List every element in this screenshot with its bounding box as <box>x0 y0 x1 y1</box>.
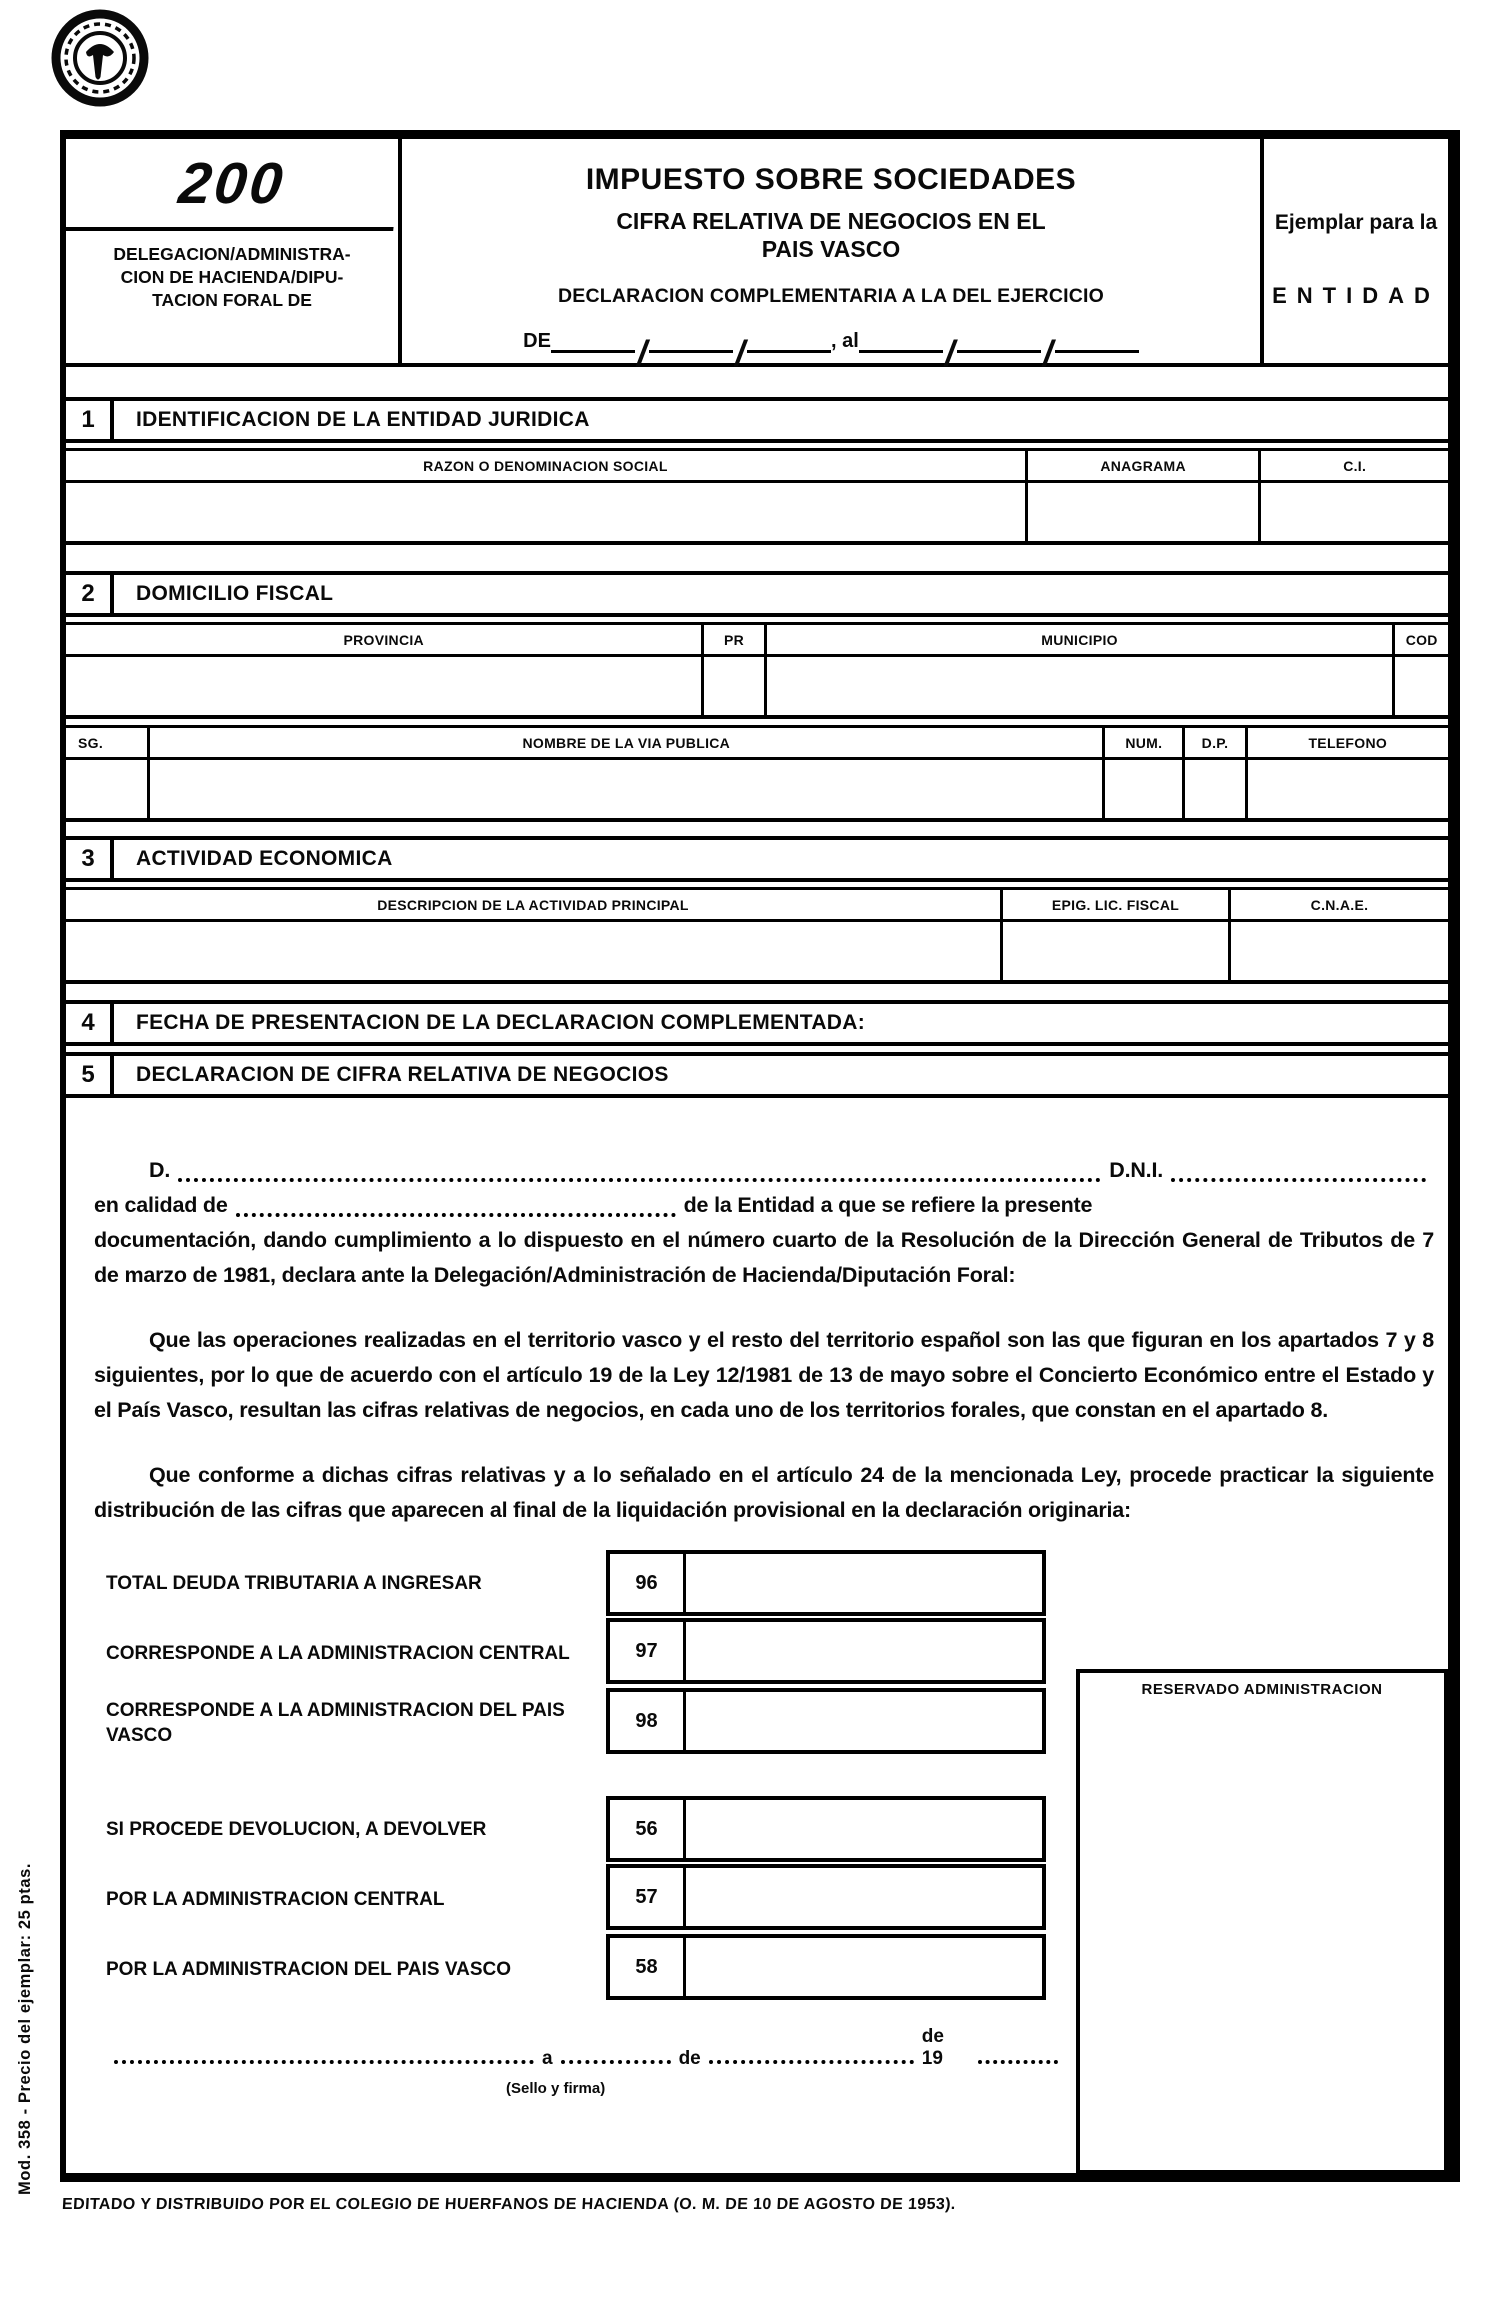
amount-box <box>606 1550 1046 1616</box>
section-4-title: FECHA DE PRESENTACION DE LA DECLARACION COMPLEMENTADA: <box>136 1011 866 1034</box>
code-cell: 98 <box>610 1692 686 1750</box>
year-field <box>978 2060 1058 2064</box>
date-slash: / <box>734 333 745 374</box>
declarant-name-line <box>149 1153 1434 1188</box>
date-slash: / <box>944 333 955 374</box>
section-2-bar <box>66 571 1448 617</box>
amount-box <box>606 1688 1046 1754</box>
subtitle-line-2: PAIS VASCO <box>761 236 901 262</box>
paragraph-1-continuation: documentación, dando cumplimiento a lo dispuesto en el número cuarto de la Resolución de la Dirección General de Tributos de 7 de marzo de 1981, declara ante la Delegación/Administración de Hacienda/Diputación Foral: <box>94 1228 1434 1287</box>
section-1-bar <box>66 397 1448 443</box>
footer-editor-note: EDITADO Y DISTRIBUIDO POR EL COLEGIO DE HUERFANOS DE HACIENDA (O. M. DE 10 DE AGOSTO DE 1953). <box>61 2196 957 2213</box>
row-label: POR LA ADMINISTRACION CENTRAL <box>106 1888 445 1910</box>
declaration-text-block <box>66 1098 1448 1528</box>
pr-field <box>704 657 766 715</box>
telefono-header: TELEFONO <box>1308 734 1388 751</box>
month-field <box>709 2060 914 2064</box>
code-cell: 97 <box>610 1622 686 1680</box>
header-left-box <box>66 139 402 363</box>
copy-for-box <box>1260 139 1448 363</box>
epigrafe-header: EPIG. LIC. FISCAL <box>1003 890 1231 919</box>
admin-central-row <box>106 1618 1050 1688</box>
num-header: NUM. <box>1105 728 1185 757</box>
calidad-rest-text: de la Entidad a que se refiere la presente <box>683 1193 1093 1217</box>
ci-header: C.I. <box>1343 457 1367 474</box>
domicilio-table-row2 <box>66 725 1448 822</box>
ci-field <box>1261 483 1448 541</box>
table-input-row <box>66 483 1448 541</box>
epigrafe-field <box>1003 922 1231 980</box>
delegation-line-2: CION DE HACIENDA/DIPU- <box>120 267 344 287</box>
row-label: TOTAL DEUDA TRIBUTARIA A INGRESAR <box>106 1572 482 1594</box>
section-2-title: DOMICILIO FISCAL <box>136 582 334 605</box>
section-2-number: 2 <box>66 575 114 613</box>
form-subtitle <box>402 207 1260 263</box>
section-4-bar <box>66 1000 1448 1046</box>
code-cell: 96 <box>610 1554 686 1612</box>
section-1-number: 1 <box>66 401 114 439</box>
date-from-month-field <box>649 331 733 353</box>
amount-box <box>606 1796 1046 1862</box>
table-header-row <box>66 890 1448 922</box>
cnae-field <box>1231 922 1448 980</box>
table-input-row <box>66 922 1448 980</box>
delegation-line-1: DELEGACION/ADMINISTRA- <box>113 244 351 264</box>
declarant-name-field <box>178 1178 1101 1182</box>
amount-box <box>606 1864 1046 1930</box>
code-cell: 58 <box>610 1938 686 1996</box>
admin-pais-vasco-row <box>106 1688 1050 1758</box>
municipio-field <box>767 657 1396 715</box>
table-header-row <box>66 451 1448 483</box>
amount-box <box>606 1934 1046 2000</box>
devolucion-row <box>106 1794 1050 1864</box>
dni-label: D.N.I. <box>1109 1158 1163 1182</box>
signature-block <box>66 2026 1066 2097</box>
section-4-number: 4 <box>66 1004 114 1042</box>
token-de19: de 19 <box>921 2026 944 2069</box>
delegation-office-label <box>66 231 398 312</box>
row-label: CORRESPONDE A LA ADMINISTRACION CENTRAL <box>106 1642 570 1664</box>
section-3-bar <box>66 836 1448 882</box>
place-date-line <box>106 2026 1066 2070</box>
section-5-title: DECLARACION DE CIFRA RELATIVA DE NEGOCIOS <box>136 1063 669 1086</box>
dp-field <box>1185 760 1247 818</box>
date-to-year-field <box>1055 331 1139 353</box>
amount-field <box>686 1692 1042 1750</box>
table-header-row <box>66 728 1448 760</box>
section-3-title: ACTIVIDAD ECONOMICA <box>136 847 393 870</box>
via-publica-header: NOMBRE DE LA VIA PUBLICA <box>150 728 1105 757</box>
delegation-line-3: TACION FORAL DE <box>152 290 312 310</box>
token-de: de <box>678 2048 701 2069</box>
date-from-day-field <box>551 331 635 353</box>
table-input-row <box>66 657 1448 715</box>
actividad-descripcion-field <box>66 922 1003 980</box>
cod-field <box>1395 657 1448 715</box>
subtitle-line-1: CIFRA RELATIVA DE NEGOCIOS EN EL <box>616 208 1046 234</box>
paragraph-3: Que conforme a dichas cifras relativas y a lo señalado en el artículo 24 de la mencionada Ley, procede practicar la siguiente distribución de las cifras que aparecen al final de la liquidación provisional en la declaración originaria: <box>94 1463 1434 1522</box>
total-deuda-row <box>106 1548 1050 1618</box>
reservado-administracion-label: RESERVADO ADMINISTRACION <box>1141 1681 1383 1698</box>
dni-field <box>1171 1178 1426 1182</box>
d-label: D. <box>149 1158 171 1182</box>
cod-header: COD <box>1405 631 1438 648</box>
pr-header: PR <box>704 625 766 654</box>
date-to-day-field <box>859 331 943 353</box>
token-a: a <box>542 2048 553 2069</box>
section-3-number: 3 <box>66 840 114 878</box>
date-slash: / <box>1042 333 1053 374</box>
date-de-label: DE <box>523 330 551 352</box>
razon-social-field <box>66 483 1028 541</box>
row-label: SI PROCEDE DEVOLUCION, A DEVOLVER <box>106 1818 487 1840</box>
form-title: IMPUESTO SOBRE SOCIEDADES <box>585 163 1077 196</box>
anagrama-header: ANAGRAMA <box>1028 451 1262 480</box>
date-to-month-field <box>957 331 1041 353</box>
ministry-seal-icon <box>50 8 150 108</box>
provincia-field <box>66 657 704 715</box>
form-header <box>66 139 1448 374</box>
calidad-field <box>236 1213 676 1217</box>
date-slash: / <box>636 333 647 374</box>
actividad-descripcion-header: DESCRIPCION DE LA ACTIVIDAD PRINCIPAL <box>66 890 1003 919</box>
complementary-declaration-label: DECLARACION COMPLEMENTARIA A LA DEL EJERCICIO <box>558 285 1104 307</box>
devolucion-central-row <box>106 1864 1050 1934</box>
entity-identification-table <box>66 448 1448 545</box>
entity-label: ENTIDAD <box>1272 283 1440 308</box>
exercise-date-line <box>402 330 1260 374</box>
num-field <box>1105 760 1185 818</box>
section-5-number: 5 <box>66 1056 114 1094</box>
margin-model-note: Mod. 358 - Precio del ejemplar: 25 ptas. <box>16 1862 34 2195</box>
sg-field <box>66 760 150 818</box>
copy-for-label: Ejemplar para la <box>1274 211 1438 234</box>
section-1-title: IDENTIFICACION DE LA ENTIDAD JURIDICA <box>136 408 590 431</box>
actividad-table <box>66 887 1448 984</box>
amount-field <box>686 1622 1042 1680</box>
amount-field <box>686 1800 1042 1858</box>
table-input-row <box>66 760 1448 818</box>
sello-firma-label: (Sello y firma) <box>506 2080 606 2097</box>
table-header-row <box>66 625 1448 657</box>
cnae-header: C.N.A.E. <box>1310 896 1369 913</box>
provincia-header: PROVINCIA <box>66 625 704 654</box>
anagrama-field <box>1028 483 1262 541</box>
calidad-line <box>94 1188 1434 1223</box>
municipio-header: MUNICIPIO <box>767 625 1396 654</box>
calidad-label: en calidad de <box>94 1193 228 1217</box>
header-center-box <box>402 139 1260 374</box>
amount-field <box>686 1554 1042 1612</box>
reservado-administracion-box <box>1076 1669 1448 2174</box>
domicilio-table-row1 <box>66 622 1448 719</box>
code-cell: 57 <box>610 1868 686 1926</box>
code-cell: 56 <box>610 1800 686 1858</box>
amount-field <box>686 1868 1042 1926</box>
via-publica-field <box>150 760 1105 818</box>
razon-social-header: RAZON O DENOMINACION SOCIAL <box>66 451 1028 480</box>
day-field <box>561 2060 671 2064</box>
telefono-field <box>1248 760 1448 818</box>
row-label: POR LA ADMINISTRACION DEL PAIS VASCO <box>106 1958 512 1980</box>
date-al-label: , al <box>831 330 859 352</box>
amount-field <box>686 1938 1042 1996</box>
paragraph-2: Que las operaciones realizadas en el territorio vasco y el resto del territorio español son las que figuran en los apartados 7 y 8 siguientes, por lo que de acuerdo con el artículo 19 de la Ley 12/1981 de 13 de mayo sobre el Concierto Económico entre el Estado y el País Vasco, resultan las cifras relativas de negocios, en cada uno de los territorios forales, que constan en el apartado 8. <box>94 1328 1434 1422</box>
section-5-bar <box>66 1052 1448 1098</box>
amount-box <box>606 1618 1046 1684</box>
date-from-year-field <box>747 331 831 353</box>
devolucion-pais-vasco-row <box>106 1934 1050 2004</box>
dp-header: D.P. <box>1185 728 1247 757</box>
form-number: 200 <box>61 139 403 231</box>
form-body <box>60 130 1460 2182</box>
place-field <box>114 2060 534 2064</box>
sg-header: SG. <box>66 728 150 757</box>
row-label: CORRESPONDE A LA ADMINISTRACION DEL PAIS VASCO <box>106 1700 565 1746</box>
